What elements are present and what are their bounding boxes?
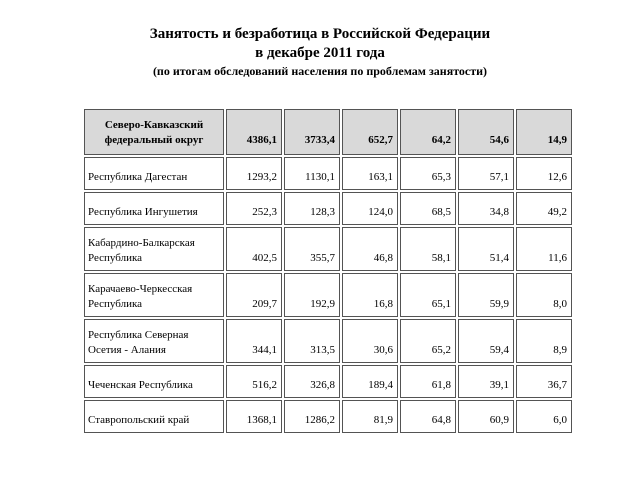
value-cell: 344,1	[226, 319, 282, 363]
employment-table	[82, 107, 574, 435]
region-row	[84, 192, 572, 225]
region-name-cell: Ставропольский край	[84, 400, 224, 433]
value-cell: 326,8	[284, 365, 340, 398]
region-row	[84, 157, 572, 190]
value-cell: 46,8	[342, 227, 398, 271]
value-cell: 1293,2	[226, 157, 282, 190]
value-cell: 57,1	[458, 157, 514, 190]
value-cell: 36,7	[516, 365, 572, 398]
value-cell: 652,7	[342, 109, 398, 155]
value-cell: 30,6	[342, 319, 398, 363]
region-row	[84, 365, 572, 398]
value-cell: 14,9	[516, 109, 572, 155]
value-cell: 81,9	[342, 400, 398, 433]
value-cell: 65,3	[400, 157, 456, 190]
district-total-row	[84, 109, 572, 155]
value-cell: 355,7	[284, 227, 340, 271]
value-cell: 1368,1	[226, 400, 282, 433]
value-cell: 4386,1	[226, 109, 282, 155]
title-subtitle: (по итогам обследований населения по проблемам занятости)	[152, 63, 488, 78]
value-cell: 189,4	[342, 365, 398, 398]
value-cell: 49,2	[516, 192, 572, 225]
document-title	[0, 0, 640, 79]
value-cell: 8,0	[516, 273, 572, 317]
value-cell: 68,5	[400, 192, 456, 225]
value-cell: 58,1	[400, 227, 456, 271]
value-cell: 192,9	[284, 273, 340, 317]
value-cell: 313,5	[284, 319, 340, 363]
region-name-cell: Чеченская Республика	[84, 365, 224, 398]
value-cell: 1130,1	[284, 157, 340, 190]
value-cell: 128,3	[284, 192, 340, 225]
value-cell: 3733,4	[284, 109, 340, 155]
region-row	[84, 400, 572, 433]
value-cell: 65,2	[400, 319, 456, 363]
region-name-cell: Республика Северная Осетия - Алания	[84, 319, 224, 363]
region-name-cell: Кабардино-Балкарская Республика	[84, 227, 224, 271]
region-row	[84, 273, 572, 317]
region-name-cell: Карачаево-Черкесская Республика	[84, 273, 224, 317]
value-cell: 1286,2	[284, 400, 340, 433]
value-cell: 11,6	[516, 227, 572, 271]
title-line-2: в декабре 2011 года	[255, 44, 385, 61]
value-cell: 60,9	[458, 400, 514, 433]
value-cell: 124,0	[342, 192, 398, 225]
value-cell: 8,9	[516, 319, 572, 363]
region-row	[84, 319, 572, 363]
value-cell: 64,8	[400, 400, 456, 433]
value-cell: 6,0	[516, 400, 572, 433]
value-cell: 16,8	[342, 273, 398, 317]
value-cell: 12,6	[516, 157, 572, 190]
value-cell: 252,3	[226, 192, 282, 225]
region-name-cell: Республика Ингушетия	[84, 192, 224, 225]
value-cell: 34,8	[458, 192, 514, 225]
value-cell: 51,4	[458, 227, 514, 271]
value-cell: 516,2	[226, 365, 282, 398]
value-cell: 163,1	[342, 157, 398, 190]
region-row	[84, 227, 572, 271]
value-cell: 59,4	[458, 319, 514, 363]
value-cell: 65,1	[400, 273, 456, 317]
region-name-cell: Республика Дагестан	[84, 157, 224, 190]
title-line-1: Занятость и безработица в Российской Федерации	[149, 26, 491, 42]
district-name-cell: Северо-Кавказский федеральный округ	[84, 109, 224, 155]
value-cell: 209,7	[226, 273, 282, 317]
value-cell: 64,2	[400, 109, 456, 155]
value-cell: 39,1	[458, 365, 514, 398]
value-cell: 61,8	[400, 365, 456, 398]
value-cell: 59,9	[458, 273, 514, 317]
value-cell: 54,6	[458, 109, 514, 155]
value-cell: 402,5	[226, 227, 282, 271]
